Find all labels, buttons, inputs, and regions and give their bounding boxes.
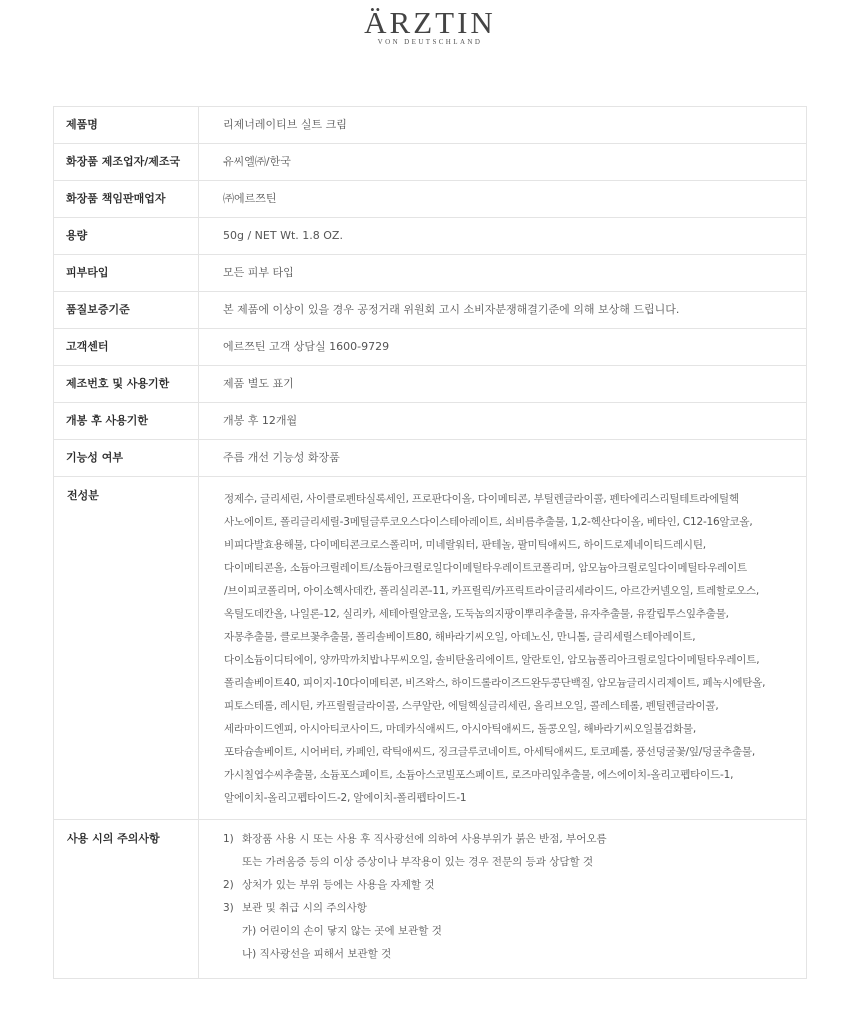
caution-item bbox=[223, 874, 792, 897]
ingredients-line: 알에이치-올리고펩타이드-2, 알에이치-폴리펩타이드-1 bbox=[224, 792, 467, 804]
table-row-manufacturer bbox=[54, 144, 807, 181]
label-cell bbox=[54, 366, 199, 403]
caution-text: 나) 직사광선을 피해서 보관할 것 bbox=[242, 948, 392, 960]
value-cell bbox=[199, 107, 807, 144]
caution-text: 가) 어린이의 손이 닿지 않는 곳에 보관할 것 bbox=[242, 925, 442, 937]
table-row-after-opening bbox=[54, 403, 807, 440]
ingredients-line: 다이소듐이디티에이, 양까막까치밥나무씨오일, 솔비탄올리에이트, 알란토인, 암모늄폴리아크릴로일다이메틸타우레이트, bbox=[224, 654, 760, 666]
row-label: 화장품 책임판매업자 bbox=[66, 192, 166, 205]
ingredients-line: 사노에이트, 폴리글리세릴-3메틸글루코오스다이스테아레이트, 쇠비름추출물, 1,2-헥산다이올, 베타인, C12-16알코올, bbox=[224, 516, 753, 528]
row-label: 개봉 후 사용기한 bbox=[66, 414, 149, 427]
row-label: 제품명 bbox=[66, 118, 98, 131]
label-cell bbox=[54, 107, 199, 144]
row-value: 에르쯔틴 고객 상담실 1600-9729 bbox=[223, 340, 390, 353]
value-cell bbox=[199, 366, 807, 403]
caution-text: 보관 및 취급 시의 주의사항 bbox=[242, 902, 367, 914]
row-value: 주름 개선 기능성 화장품 bbox=[223, 451, 340, 464]
value-cell bbox=[199, 292, 807, 329]
row-value: ㈜에르쯔틴 bbox=[223, 192, 277, 205]
value-cell bbox=[199, 403, 807, 440]
table-row-ingredients bbox=[54, 477, 807, 820]
value-cell bbox=[199, 144, 807, 181]
caution-item bbox=[223, 851, 792, 874]
value-cell bbox=[199, 218, 807, 255]
label-cell bbox=[54, 181, 199, 218]
value-cell bbox=[199, 440, 807, 477]
ingredients-line: 가시칠엽수씨추출물, 소듐포스페이트, 소듐아스코빌포스페이트, 로즈마리잎추출물, 에스에이치-올리고펩타이드-1, bbox=[224, 769, 734, 781]
row-value: 50g / NET Wt. 1.8 OZ. bbox=[223, 229, 343, 242]
caution-number: 2) bbox=[223, 879, 234, 891]
ingredients-line: /브이피코폴리머, 아이소헥사데칸, 폴리실리콘-11, 카프릴릭/카프릭트라이글리세라이드, 아르간커넬오일, 트레할로오스, bbox=[224, 585, 760, 597]
label-cell bbox=[54, 329, 199, 366]
brand-name: ÄRZTIN bbox=[364, 5, 496, 40]
row-label: 기능성 여부 bbox=[66, 451, 123, 464]
table-row-product-name bbox=[54, 107, 807, 144]
row-label: 화장품 제조업자/제조국 bbox=[66, 155, 181, 168]
caution-number: 1) bbox=[223, 833, 234, 845]
value-cell bbox=[199, 181, 807, 218]
ingredients-line: 옥틸도데칸올, 나일론-12, 실리카, 세테아릴알코올, 도둑놈의지팡이뿌리추출물, 유자추출물, 유칼립투스잎추출물, bbox=[224, 608, 729, 620]
ingredients-line: 피토스테롤, 레시틴, 카프릴릴글라이콜, 스쿠알란, 에틸헥실글리세린, 올리브오일, 콜레스테롤, 펜틸렌글라이콜, bbox=[224, 700, 719, 712]
brand-logo bbox=[0, 6, 860, 47]
ingredients-text bbox=[200, 478, 805, 818]
row-label: 전성분 bbox=[67, 489, 99, 502]
ingredients-line: 세라마이드엔피, 아시아티코사이드, 마데카식애씨드, 아시아틱애씨드, 돌콩오일, 해바라기씨오일불검화물, bbox=[224, 723, 697, 735]
ingredients-cell bbox=[199, 477, 807, 820]
label-cell bbox=[54, 403, 199, 440]
table-row-quality-guarantee bbox=[54, 292, 807, 329]
row-label: 품질보증기준 bbox=[66, 303, 130, 316]
ingredients-line: 정제수, 글리세린, 사이클로펜타실록세인, 프로판다이올, 다이메티콘, 부틸렌글라이콜, 펜타에리스리틸테트라에틸헥 bbox=[224, 493, 739, 505]
row-value: 유씨엘㈜/한국 bbox=[223, 155, 291, 168]
row-label: 고객센터 bbox=[66, 340, 109, 353]
label-cell bbox=[54, 440, 199, 477]
ingredients-line: 포타슘솔베이트, 시어버터, 카페인, 락틱애씨드, 징크글루코네이트, 아세틱애씨드, 토코페롤, 풍선덩굴꽃/잎/덩굴추출물, bbox=[224, 746, 756, 758]
caution-item bbox=[223, 828, 792, 851]
caution-number: 3) bbox=[223, 902, 234, 914]
label-cell bbox=[54, 292, 199, 329]
table-row-volume bbox=[54, 218, 807, 255]
ingredients-line: 폴리솔베이트40, 피이지-10다이메티콘, 비즈왁스, 하이드롤라이즈드완두콩단백질, 암모늄글리시리제이트, 페녹시에탄올, bbox=[224, 677, 766, 689]
caution-text: 상처가 있는 부위 등에는 사용을 자제할 것 bbox=[242, 879, 435, 891]
table-row-seller bbox=[54, 181, 807, 218]
row-value: 제품 별도 표기 bbox=[223, 377, 294, 390]
label-cell bbox=[54, 477, 199, 820]
row-label: 피부타입 bbox=[66, 266, 109, 279]
table-row-functional bbox=[54, 440, 807, 477]
label-cell bbox=[54, 255, 199, 292]
label-cell bbox=[54, 820, 199, 979]
row-label: 제조번호 및 사용기한 bbox=[66, 377, 170, 390]
caution-text: 또는 가려움증 등의 이상 증상이나 부작용이 있는 경우 전문의 등과 상담할 것 bbox=[242, 856, 594, 868]
table-row-cautions bbox=[54, 820, 807, 979]
label-cell bbox=[54, 218, 199, 255]
caution-item bbox=[223, 897, 792, 920]
cautions-cell bbox=[199, 820, 807, 979]
label-cell bbox=[54, 144, 199, 181]
caution-item bbox=[223, 943, 792, 966]
caution-text: 화장품 사용 시 또는 사용 후 직사광선에 의하여 사용부위가 붉은 반점, 부어오름 bbox=[242, 833, 607, 845]
caution-item bbox=[223, 920, 792, 943]
row-label: 용량 bbox=[66, 229, 88, 242]
row-value: 리제너레이티브 실트 크림 bbox=[223, 118, 347, 131]
value-cell bbox=[199, 255, 807, 292]
value-cell bbox=[199, 329, 807, 366]
table-row-customer-center bbox=[54, 329, 807, 366]
ingredients-line: 다이메티콘올, 소듐아크릴레이트/소듐아크릴로일다이메틸타우레이트코폴리머, 암모늄아크릴로일다이메틸타우레이트 bbox=[224, 562, 747, 574]
table-row-lot-expiry bbox=[54, 366, 807, 403]
row-label: 사용 시의 주의사항 bbox=[67, 832, 160, 845]
row-value: 개봉 후 12개월 bbox=[223, 414, 298, 427]
row-value: 본 제품에 이상이 있을 경우 공정거래 위원회 고시 소비자분쟁해결기준에 의해 보상해 드립니다. bbox=[223, 303, 680, 316]
product-info-table bbox=[53, 106, 807, 979]
ingredients-line: 자몽추출물, 클로브꽃추출물, 폴리솔베이트80, 해바라기씨오일, 아데노신, 만니톨, 글리세릴스테아레이트, bbox=[224, 631, 696, 643]
row-value: 모든 피부 타입 bbox=[223, 266, 294, 279]
brand-tagline: VON DEUTSCHLAND bbox=[377, 38, 483, 46]
table-row-skin-type bbox=[54, 255, 807, 292]
ingredients-line: 비피다발효용해물, 다이메티콘크로스폴리머, 미네랄워터, 판테놀, 팔미틱애씨드, 하이드로제네이티드레시틴, bbox=[224, 539, 706, 551]
